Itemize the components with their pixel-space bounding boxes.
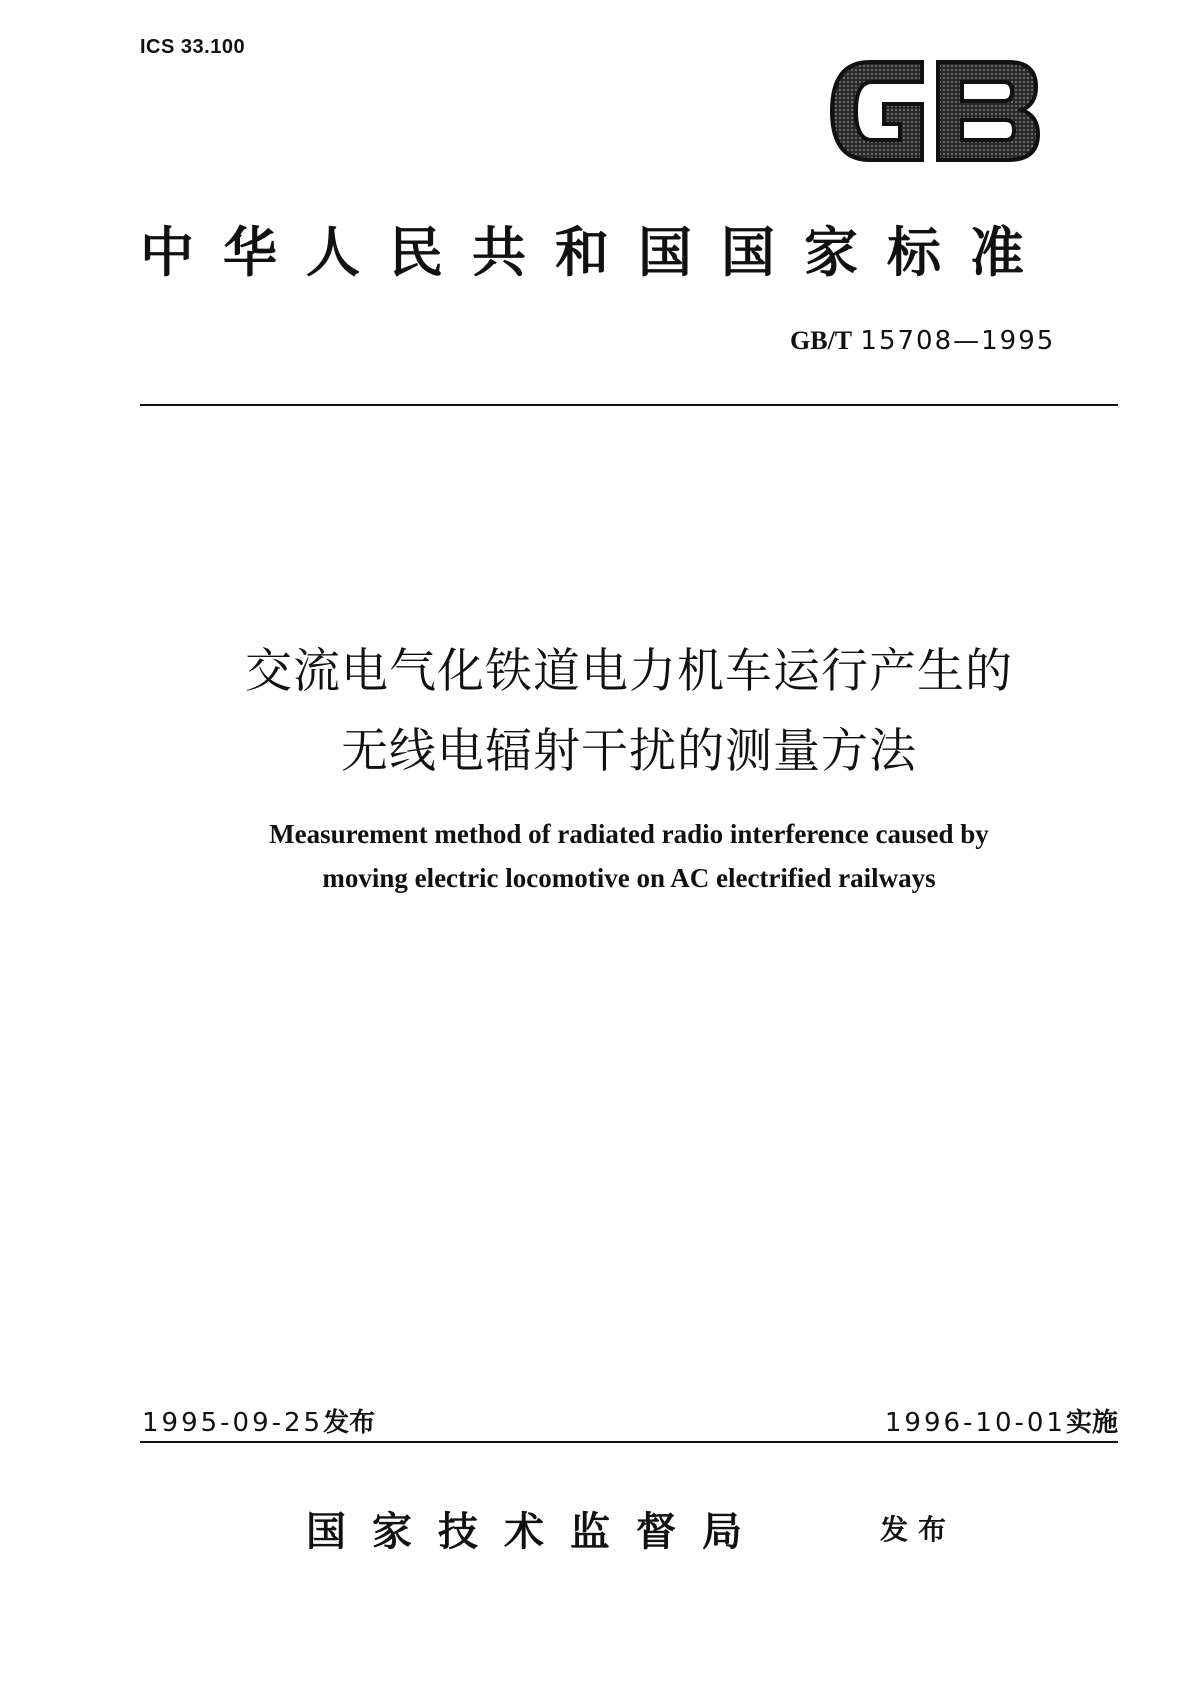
issue-date [142,1402,375,1439]
issue-label: 发布 [323,1408,376,1438]
national-standard-heading: 中华人民共和国国家标准 [140,220,1053,284]
standard-number [790,326,1055,356]
english-title-line-2: moving electric locomotive on AC electrified railways [322,863,936,893]
standard-prefix: GB/T [790,326,853,355]
chinese-title-line-2: 无线电辐射干扰的测量方法 [341,724,917,779]
implementation-date-value: 1996-10-01 [884,1408,1066,1438]
ics-code: ICS 33.100 [140,36,246,58]
footer-divider [140,1441,1118,1443]
implementation-date [885,1402,1118,1439]
standard-code: 15708—1995 [860,326,1056,356]
english-title-line-1: Measurement method of radiated radio interference caused by [269,819,989,849]
english-title [140,812,1118,900]
chinese-title-line-1: 交流电气化铁道电力机车运行产生的 [245,644,1013,699]
chinese-title [140,632,1118,792]
publisher: 国家技术监督局 [306,1508,768,1555]
header-divider [140,404,1118,406]
implementation-label: 实施 [1065,1408,1118,1438]
publish-label: 发布 [880,1513,957,1546]
gb-logo [826,52,1044,170]
issue-date-value: 1995-09-25 [142,1408,324,1438]
